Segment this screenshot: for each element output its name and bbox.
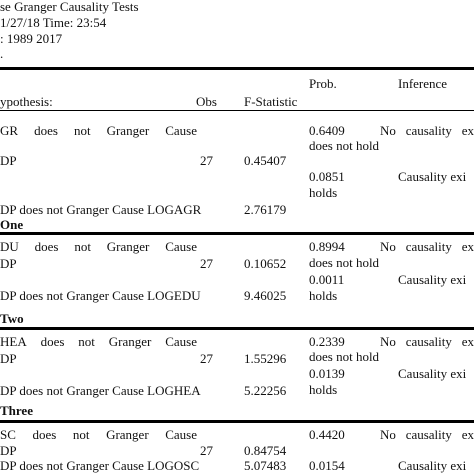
- prob-value: 0.8994: [309, 239, 345, 254]
- hypothesis-text: GR does not Granger Cause: [0, 123, 197, 138]
- obs-value: 27: [200, 256, 213, 271]
- hypothesis-text: DP does not Granger Cause LOGAGR: [0, 202, 202, 217]
- hypothesis-text: SC does not Granger Cause: [0, 427, 197, 442]
- prob-value: 0.0154: [309, 458, 345, 473]
- header-top-rule: [0, 67, 474, 70]
- prob-value: 0.0011: [309, 272, 345, 287]
- hypothesis-text-cont: DP: [0, 351, 17, 366]
- test-title: se Granger Causality Tests: [0, 0, 139, 14]
- obs-value: 27: [200, 351, 213, 366]
- group-rule: [0, 420, 474, 423]
- group-rule: [0, 232, 474, 235]
- hypothesis-text-cont: DP: [0, 256, 17, 271]
- inference-text: No causality ex: [380, 334, 474, 349]
- hypothesis-text: DP does not Granger Cause LOGEDU: [0, 288, 201, 303]
- lags-line: .: [0, 46, 4, 61]
- inference-text: No causality ex: [380, 427, 474, 442]
- fstat-value: 0.84754: [244, 443, 287, 458]
- fstat-value: 5.22256: [244, 383, 287, 398]
- header-bottom-rule: [0, 110, 474, 111]
- col-obs-header: Obs: [196, 94, 217, 109]
- inference-text: Causality exi: [398, 458, 467, 473]
- obs-value: 27: [200, 153, 213, 168]
- sample-line: : 1989 2017: [0, 31, 63, 46]
- date-time-line: 1/27/18 Time: 23:54: [0, 15, 107, 30]
- prob-value: 0.0139: [309, 366, 345, 381]
- inference-text-cont: does not hold: [309, 255, 380, 270]
- hypothesis-text: DP does not Granger Cause LOGOSC: [0, 458, 200, 473]
- inference-text-cont: holds: [309, 382, 338, 397]
- col-inference-header: Inference: [398, 76, 448, 91]
- prob-value: 0.0851: [309, 169, 345, 184]
- fstat-value: 0.10652: [244, 256, 287, 271]
- fstat-value: 0.45407: [244, 153, 287, 168]
- col-hypothesis-header: ypothesis:: [0, 94, 53, 109]
- inference-text-cont: does not hold: [309, 138, 380, 153]
- group-heading: Three: [0, 403, 33, 418]
- col-prob-header: Prob.: [309, 76, 337, 91]
- prob-value: 0.2339: [309, 334, 345, 349]
- prob-value: 0.4420: [309, 427, 345, 442]
- hypothesis-text: DP does not Granger Cause LOGHEA: [0, 383, 201, 398]
- col-fstat-header: F-Statistic: [244, 94, 298, 109]
- hypothesis-text: HEA does not Granger Cause: [0, 334, 197, 349]
- inference-text: Causality exi: [398, 272, 467, 287]
- obs-value: 27: [200, 443, 213, 458]
- fstat-value: 9.46025: [244, 288, 287, 303]
- group-rule: [0, 327, 474, 330]
- group-heading: One: [0, 217, 24, 232]
- prob-value: 0.6409: [309, 123, 345, 138]
- inference-text-cont: does not hold: [309, 349, 380, 364]
- inference-text-cont: holds: [309, 288, 338, 303]
- inference-text-cont: holds: [309, 185, 338, 200]
- inference-text: Causality exi: [398, 169, 467, 184]
- hypothesis-text-cont: DP: [0, 153, 17, 168]
- fstat-value: 2.76179: [244, 202, 287, 217]
- hypothesis-text-cont: DP: [0, 443, 17, 458]
- inference-text: Causality exi: [398, 366, 467, 381]
- inference-text: No causality ex: [380, 123, 474, 138]
- group-heading: Two: [0, 311, 24, 326]
- fstat-value: 1.55296: [244, 351, 287, 366]
- fstat-value: 5.07483: [244, 458, 287, 473]
- hypothesis-text: DU does not Granger Cause: [0, 239, 197, 254]
- inference-text: No causality ex: [380, 239, 474, 254]
